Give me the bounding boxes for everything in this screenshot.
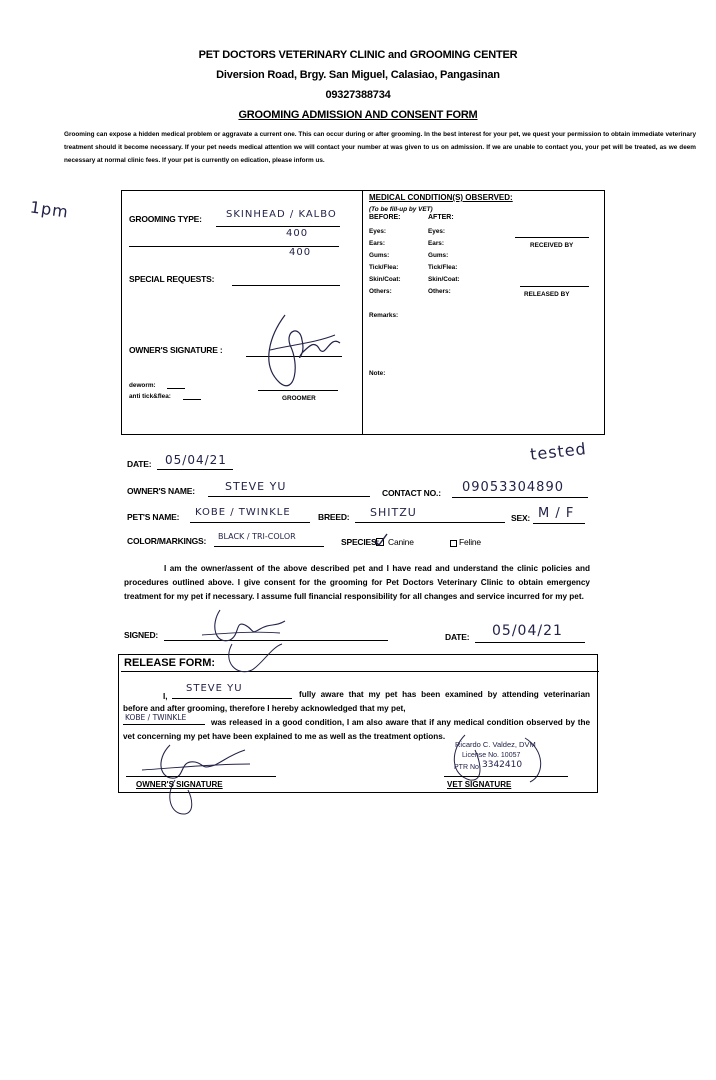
after-row: Ears: [428,240,444,247]
vet-license: License No. 10057 [462,752,521,759]
medical-title: MEDICAL CONDITION(S) OBSERVED: [369,193,513,202]
pet-name-value: KOBE / TWINKLE [195,507,291,518]
signed-date-line [475,642,585,643]
feline-checkbox[interactable] [450,540,457,547]
after-row: Others: [428,288,451,295]
special-requests-line [232,285,340,286]
release-text-2: was released in a good condition, I am also aware that if any medical condition observed by the vet concerning my pet have been explained to me as well as the treatment options. [123,718,590,741]
canine-label: Canine [388,537,414,547]
signed-label: SIGNED: [124,630,159,640]
received-by-line [515,237,589,238]
vet-signature-line [444,776,568,777]
clinic-name: PET DOCTORS VETERINARY CLINIC and GROOMING CENTER [198,49,518,61]
owner-name-value: STEVE YU [225,480,287,493]
signed-date-value: 05/04/21 [492,623,563,639]
after-label: AFTER: [428,214,454,221]
release-title: RELEASE FORM: [124,657,216,669]
contact-line [452,497,588,498]
contact-value: 09053304890 [462,480,564,495]
sex-label: SEX: [511,513,531,523]
signed-date-label: DATE: [445,632,470,642]
after-row: Eyes: [428,228,446,235]
owner-signature-release-line [126,776,276,777]
sex-value: M / F [538,506,575,521]
before-label: BEFORE: [369,214,401,221]
consent-paragraph: I am the owner/assent of the above described pet and I have read and understand the clinic policies and procedures outlined above. I give consent for the grooming for Pet Doctors Veterinary Clinic to obtain emergency treatment for my pet if necessary. I assume full financial responsibility for all changes and service incurred for my pet. [124,564,590,601]
pet-name-label: PET'S NAME: [127,512,180,522]
grooming-type-label: GROOMING TYPE: [129,214,202,224]
tick-flea-line [183,399,201,400]
before-row: Skin/Coat: [369,276,401,283]
after-row: Tick/Flea: [428,264,458,271]
received-by-label: RECEIVED BY [530,242,574,249]
breed-value: SHITZU [370,506,417,519]
release-name-value: STEVE YU [186,683,243,694]
medical-subtitle: (To be fill-up by VET) [369,206,433,213]
before-row: Eyes: [369,228,387,235]
margin-note: 1pm [28,197,71,222]
groomer-line [258,390,338,391]
clinic-address: Diversion Road, Brgy. San Miguel, Calasiao, Pangasinan [216,69,500,81]
note-label: Note: [369,370,386,377]
date-value: 05/04/21 [165,453,227,467]
breed-line [355,522,505,523]
before-row: Others: [369,288,392,295]
release-signature-loop [222,642,292,682]
deworm-label: deworm: [129,382,156,389]
owner-signature-drawing [240,305,350,395]
released-by-line [520,286,589,287]
after-row: Skin/Coat: [428,276,460,283]
date-label: DATE: [127,459,152,469]
vet-ptr-value: 3342410 [482,760,523,770]
before-row: Ears: [369,240,385,247]
clinic-phone: 09327388734 [325,89,391,101]
color-line [214,546,324,547]
color-value: BLACK / TRI-COLOR [218,532,296,541]
grooming-type-value: SKINHEAD / KALBO [226,209,337,220]
owner-signature-label: OWNER'S SIGNATURE : [129,345,223,355]
contact-label: CONTACT NO.: [382,488,441,498]
remarks-label: Remarks: [369,312,399,319]
release-title-underline [121,671,599,672]
release-i-label: I, [163,692,168,701]
before-row: Gums: [369,252,390,259]
tick-flea-label: anti tick&flea: [129,393,171,400]
date-line [157,469,233,470]
species-label: SPECIES: [341,537,380,547]
release-owner-signature-label: OWNER'S SIGNATURE [136,780,223,789]
before-row: Tick/Flea: [369,264,399,271]
after-row: Gums: [428,252,449,259]
deworm-line [167,388,185,389]
form-title: GROOMING ADMISSION AND CONSENT FORM [238,109,478,121]
tested-note: tested [529,439,588,464]
box-divider [362,190,363,435]
vet-ptr-label: PTR No. [454,764,481,771]
canine-check-icon [374,533,388,547]
vet-name: Ricardo C. Valdez, DVM [455,740,536,749]
owner-name-label: OWNER'S NAME: [127,486,195,496]
price-2: 400 [289,247,312,258]
feline-label: Feline [459,537,481,547]
breed-label: BREED: [318,512,350,522]
release-pet-value: KOBE / TWINKLE [125,713,187,722]
sex-line [533,523,585,524]
intro-paragraph: Grooming can expose a hidden medical problem or aggravate a current one. This can occur during or after grooming. In the best interest for your pet, we quest your permission to obtain immediate veterinary treatment should it become necessary. If your pet needs medical attention we will contact your number at was given to us on admission. If we are unable to contact you, your pet will be treated, as we deem necessary at normal clinic fees. If your pet is currently on edication, please inform us. [64,131,696,164]
color-label: COLOR/MARKINGS: [127,536,207,546]
owner-name-line [208,496,370,497]
grooming-type-line [216,226,340,227]
price-1: 400 [286,228,309,239]
groomer-label: GROOMER [282,395,316,402]
special-requests-label: SPECIAL REQUESTS: [129,274,215,284]
release-text-1: fully aware that my pet has been examined by attending veterinarian before and after grooming, therefore I hereby acknowledged that my pet, [123,690,590,713]
vet-signature-label: VET SIGNATURE [447,780,512,789]
released-by-label: RELEASED BY [524,291,570,298]
pet-name-line [190,522,310,523]
